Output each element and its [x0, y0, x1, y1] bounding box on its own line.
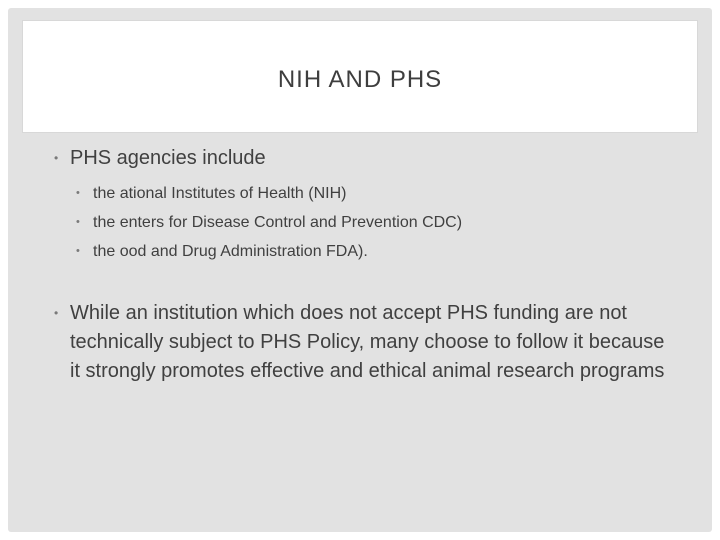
bullet-icon: • [54, 151, 59, 165]
sub-bullet-text: the ational Institutes of Health (NIH) [93, 185, 347, 202]
sub-bullet-text: the ood and Drug Administration FDA). [93, 243, 368, 260]
spacer [46, 266, 676, 299]
sub-bullet-icon: • [76, 187, 80, 199]
sub-bullet-point [46, 237, 676, 266]
slide-title: NIH AND PHS [277, 66, 443, 93]
sub-bullet-point [46, 179, 676, 208]
bullet-icon: • [54, 306, 59, 320]
sub-bullet-list [46, 179, 676, 266]
sub-bullet-icon: • [76, 245, 80, 257]
bullet-text: PHS agencies include [70, 147, 266, 169]
bullet-point [46, 299, 676, 386]
slide-content [46, 144, 676, 386]
bullet-text: While an institution which does not accept PHS funding are not technically subject to PHS Policy, many choose to follow it because it strongly promotes effective and ethical animal research programs [70, 302, 665, 382]
sub-bullet-point [46, 208, 676, 237]
title-band [22, 20, 698, 133]
bullet-point [46, 144, 676, 173]
sub-bullet-text: the enters for Disease Control and Prevention CDC) [93, 214, 463, 231]
sub-bullet-icon: • [76, 216, 80, 228]
slide [8, 8, 712, 532]
